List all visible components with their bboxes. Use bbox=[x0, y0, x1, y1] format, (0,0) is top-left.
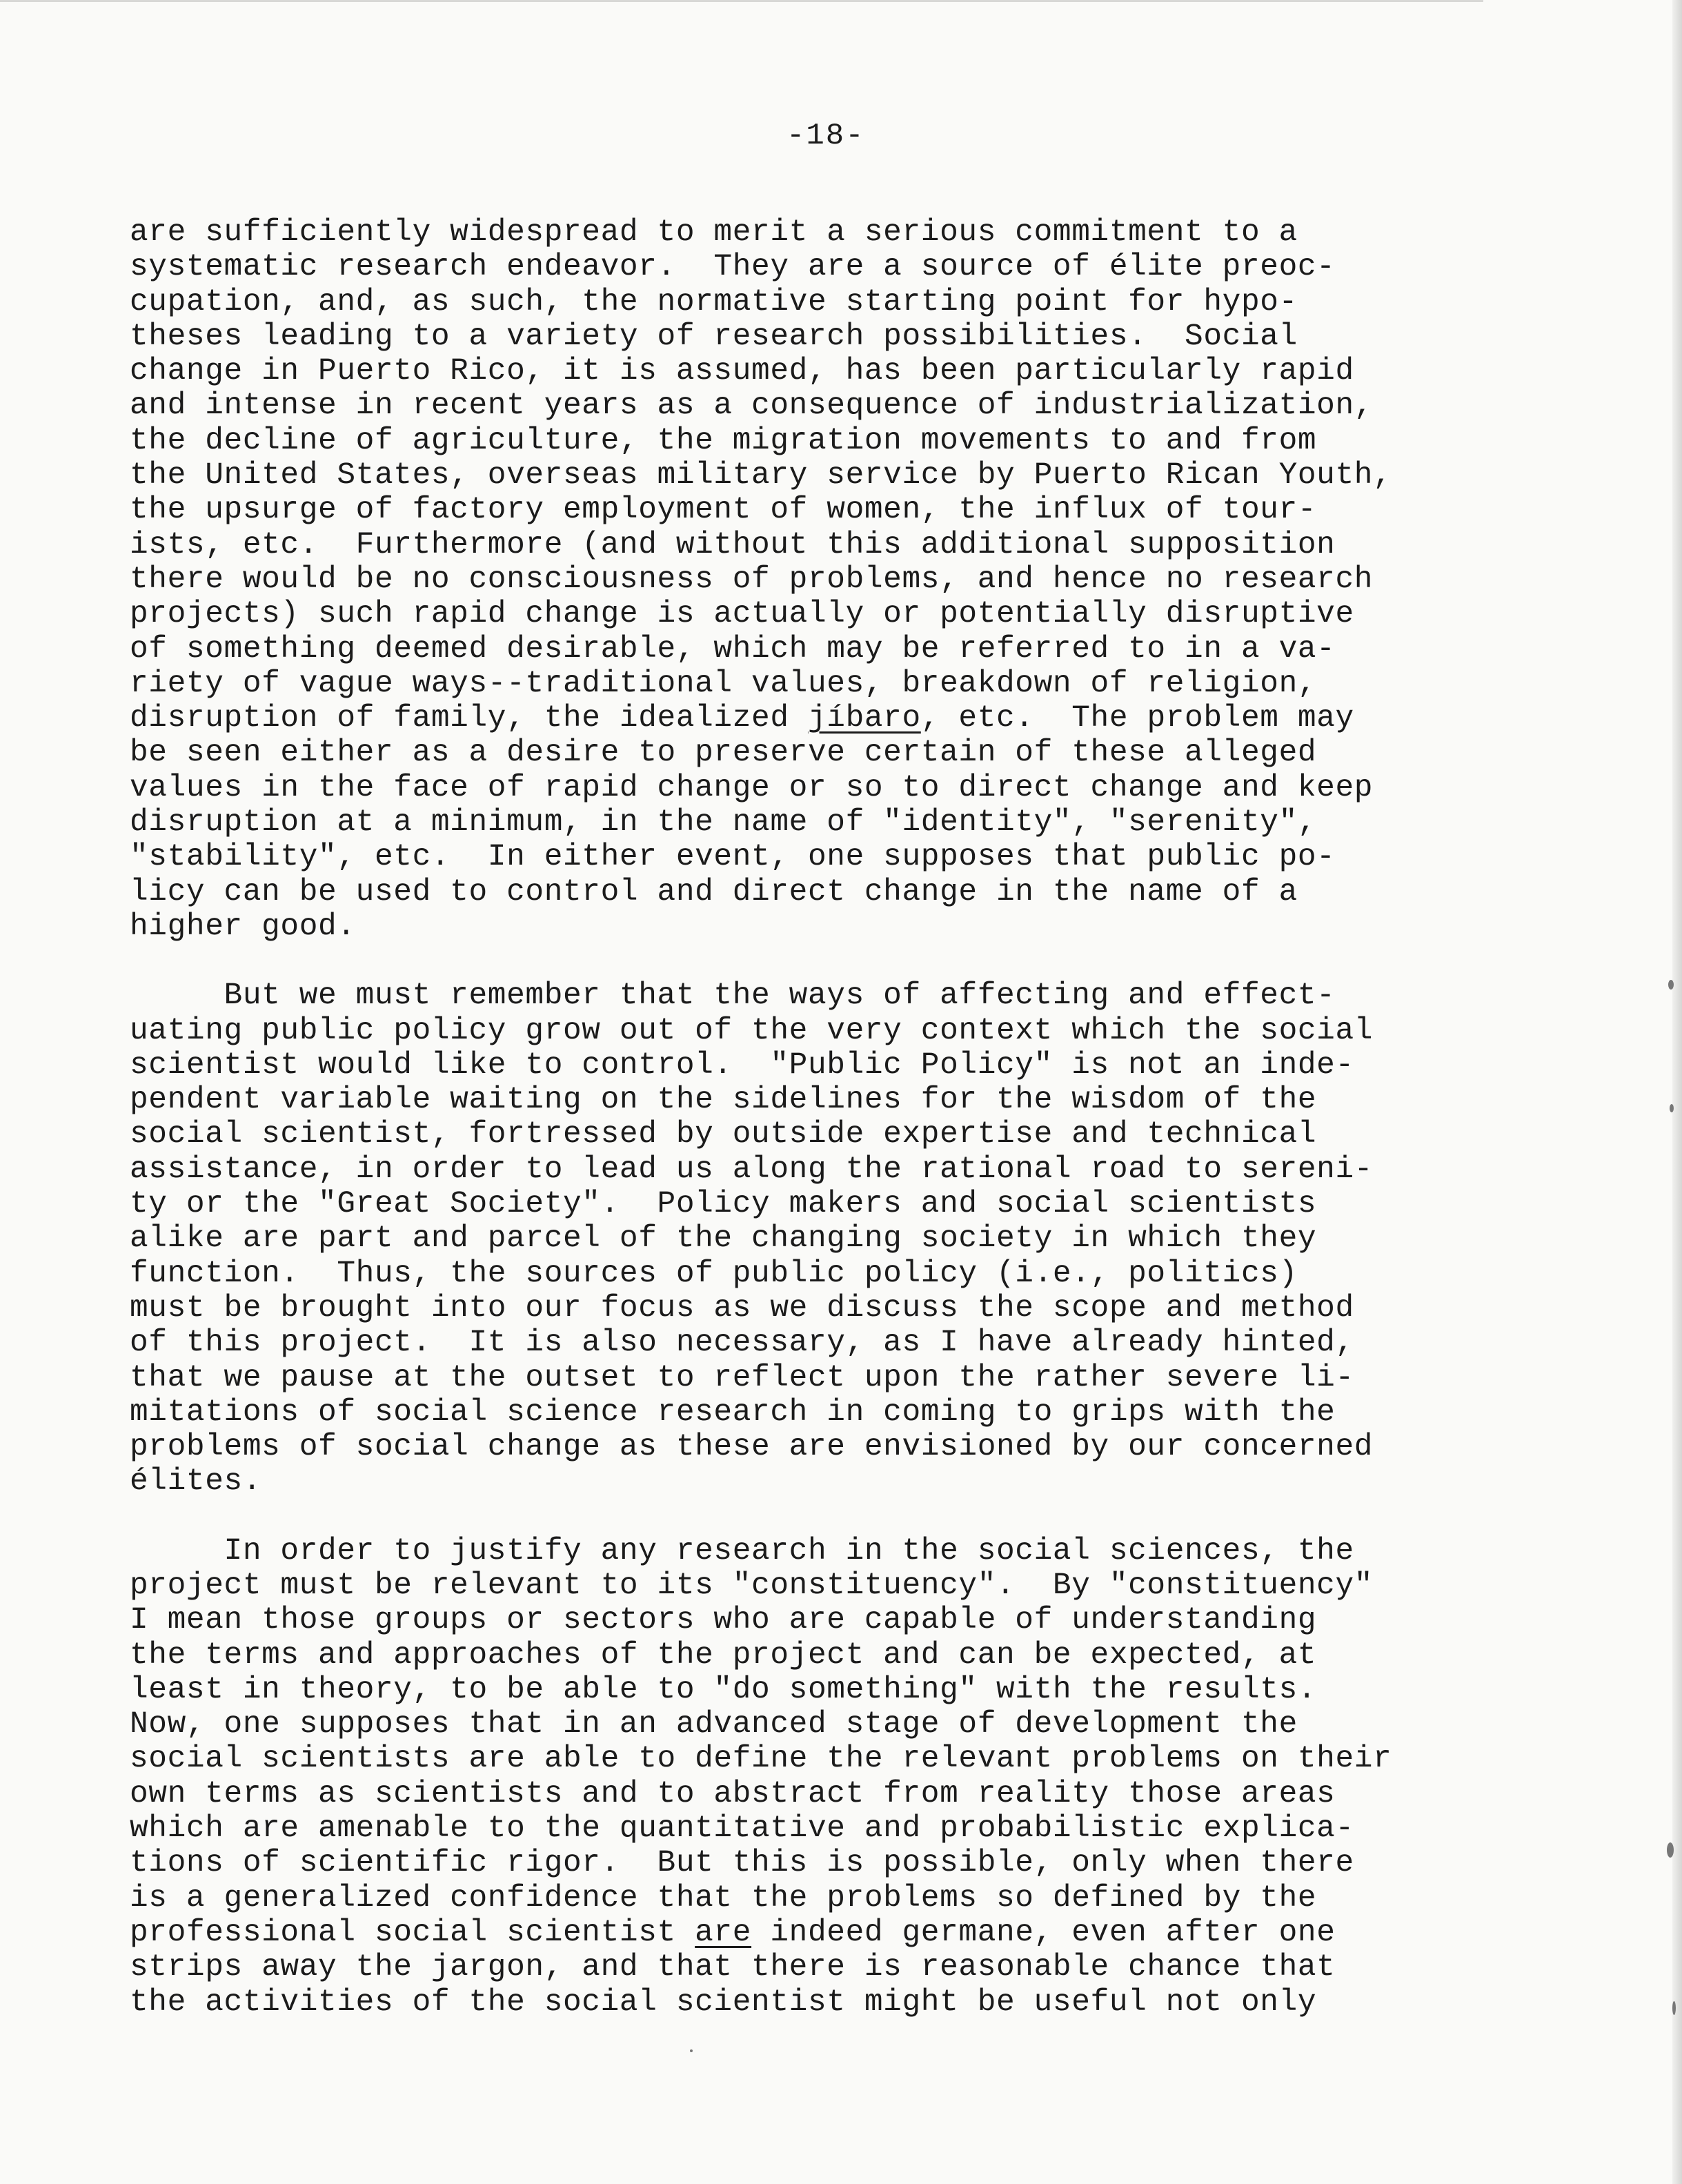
scan-speck bbox=[690, 2049, 693, 2052]
text-line: there would be no consciousness of problems, and hence no research bbox=[130, 562, 1374, 597]
text-line: problems of social change as these are envisioned by our concerned bbox=[130, 1430, 1374, 1465]
text-line: must be brought into our focus as we discuss the scope and method bbox=[130, 1290, 1354, 1326]
text-line: ists, etc. Furthermore (and without this additional supposition bbox=[130, 527, 1336, 562]
text-line: strips away the jargon, and that there is reasonable chance that bbox=[130, 1950, 1336, 1985]
text-line: the United States, overseas military service by Puerto Rican Youth, bbox=[130, 458, 1392, 493]
scan-speck bbox=[1667, 1842, 1674, 1858]
paragraph-3 bbox=[130, 1534, 1579, 2020]
text-line: Now, one supposes that in an advanced stage of development the bbox=[130, 1707, 1298, 1742]
page-number: -18- bbox=[786, 119, 865, 153]
page-right-edge-shadow bbox=[1672, 0, 1682, 2184]
text-line: of this project. It is also necessary, as I have already hinted, bbox=[130, 1326, 1354, 1361]
text-segment: indeed germane, even after one bbox=[751, 1915, 1336, 1950]
text-line: the decline of agriculture, the migration movements to and from bbox=[130, 423, 1317, 458]
text-line: social scientist, fortressed by outside expertise and technical bbox=[130, 1117, 1317, 1152]
text-line: systematic research endeavor. They are a source of élite preoc- bbox=[130, 250, 1336, 285]
text-line: uating public policy grow out of the very context which the social bbox=[130, 1013, 1374, 1048]
text-line: cupation, and, as such, the normative starting point for hypo- bbox=[130, 284, 1298, 319]
text-line: of something deemed desirable, which may be referred to in a va- bbox=[130, 631, 1336, 667]
text-line: that we pause at the outset to reflect upon the rather severe li- bbox=[130, 1360, 1354, 1395]
scan-speck bbox=[1670, 1104, 1674, 1112]
text-line: own terms as scientists and to abstract from reality those areas bbox=[130, 1776, 1336, 1811]
text-line: function. Thus, the sources of public policy (i.e., politics) bbox=[130, 1256, 1298, 1291]
text-line: the upsurge of factory employment of women, the influx of tour- bbox=[130, 493, 1317, 528]
paragraph-gap bbox=[130, 1499, 1579, 1534]
text-line: theses leading to a variety of research possibilities. Social bbox=[130, 319, 1298, 354]
text-line: I mean those groups or sectors who are capable of understanding bbox=[130, 1603, 1317, 1638]
text-line: alike are part and parcel of the changing society in which they bbox=[130, 1221, 1317, 1257]
paragraph-1 bbox=[130, 215, 1579, 944]
text-line: In order to justify any research in the social sciences, the bbox=[130, 1533, 1354, 1568]
text-line: higher good. bbox=[130, 909, 356, 944]
text-line: "stability", etc. In either event, one supposes that public po- bbox=[130, 840, 1336, 875]
text-line: least in theory, to be able to "do something" with the results. bbox=[130, 1672, 1317, 1707]
text-segment: , etc. The problem may bbox=[920, 701, 1354, 736]
text-line: the terms and approaches of the project and can be expected, at bbox=[130, 1637, 1317, 1673]
top-edge-rule bbox=[0, 0, 1483, 2]
text-line: social scientists are able to define the relevant problems on their bbox=[130, 1742, 1392, 1777]
text-line-with-underline bbox=[130, 1916, 1579, 1950]
body-text bbox=[130, 215, 1579, 2020]
text-line: assistance, in order to lead us along the rational road to sereni- bbox=[130, 1152, 1374, 1187]
text-line: is a generalized confidence that the problems so defined by the bbox=[130, 1880, 1317, 1916]
paragraph-gap bbox=[130, 944, 1579, 978]
scan-speck bbox=[1672, 2001, 1676, 2015]
text-line: and intense in recent years as a consequence of industrialization, bbox=[130, 388, 1374, 424]
paragraph-2 bbox=[130, 978, 1579, 1499]
text-line: scientist would like to control. "Public Policy" is not an inde- bbox=[130, 1047, 1354, 1083]
text-line: be seen either as a desire to preserve certain of these alleged bbox=[130, 736, 1317, 771]
text-line: licy can be used to control and direct change in the name of a bbox=[130, 874, 1298, 909]
text-line: projects) such rapid change is actually or potentially disruptive bbox=[130, 597, 1354, 632]
text-line: élites. bbox=[130, 1464, 262, 1499]
text-line: change in Puerto Rico, it is assumed, has been particularly rapid bbox=[130, 354, 1354, 389]
text-line: values in the face of rapid change or so to direct change and keep bbox=[130, 770, 1374, 805]
text-segment: disruption of family, the idealized bbox=[130, 701, 808, 736]
text-line: project must be relevant to its "constituency". By "constituency" bbox=[130, 1568, 1374, 1603]
text-line: mitations of social science research in coming to grips with the bbox=[130, 1395, 1336, 1430]
underlined-word-jibaro: jíbaro bbox=[807, 701, 921, 736]
text-segment: professional social scientist bbox=[130, 1915, 695, 1950]
underlined-word-are: are bbox=[695, 1915, 752, 1950]
text-line: But we must remember that the ways of affecting and effect- bbox=[130, 978, 1336, 1014]
text-line: riety of vague ways--traditional values, breakdown of religion, bbox=[130, 666, 1317, 701]
text-line-with-underline bbox=[130, 701, 1579, 736]
text-line: the activities of the social scientist might be useful not only bbox=[130, 1985, 1317, 2020]
scan-speck bbox=[1668, 980, 1674, 990]
text-line: tions of scientific rigor. But this is possible, only when there bbox=[130, 1846, 1354, 1881]
text-line: ty or the "Great Society". Policy makers and social scientists bbox=[130, 1187, 1317, 1222]
text-line: pendent variable waiting on the sidelines for the wisdom of the bbox=[130, 1083, 1317, 1118]
text-line: are sufficiently widespread to merit a serious commitment to a bbox=[130, 215, 1298, 250]
text-line: disruption at a minimum, in the name of "identity", "serenity", bbox=[130, 805, 1317, 840]
text-line: which are amenable to the quantitative and probabilistic explica- bbox=[130, 1811, 1354, 1847]
